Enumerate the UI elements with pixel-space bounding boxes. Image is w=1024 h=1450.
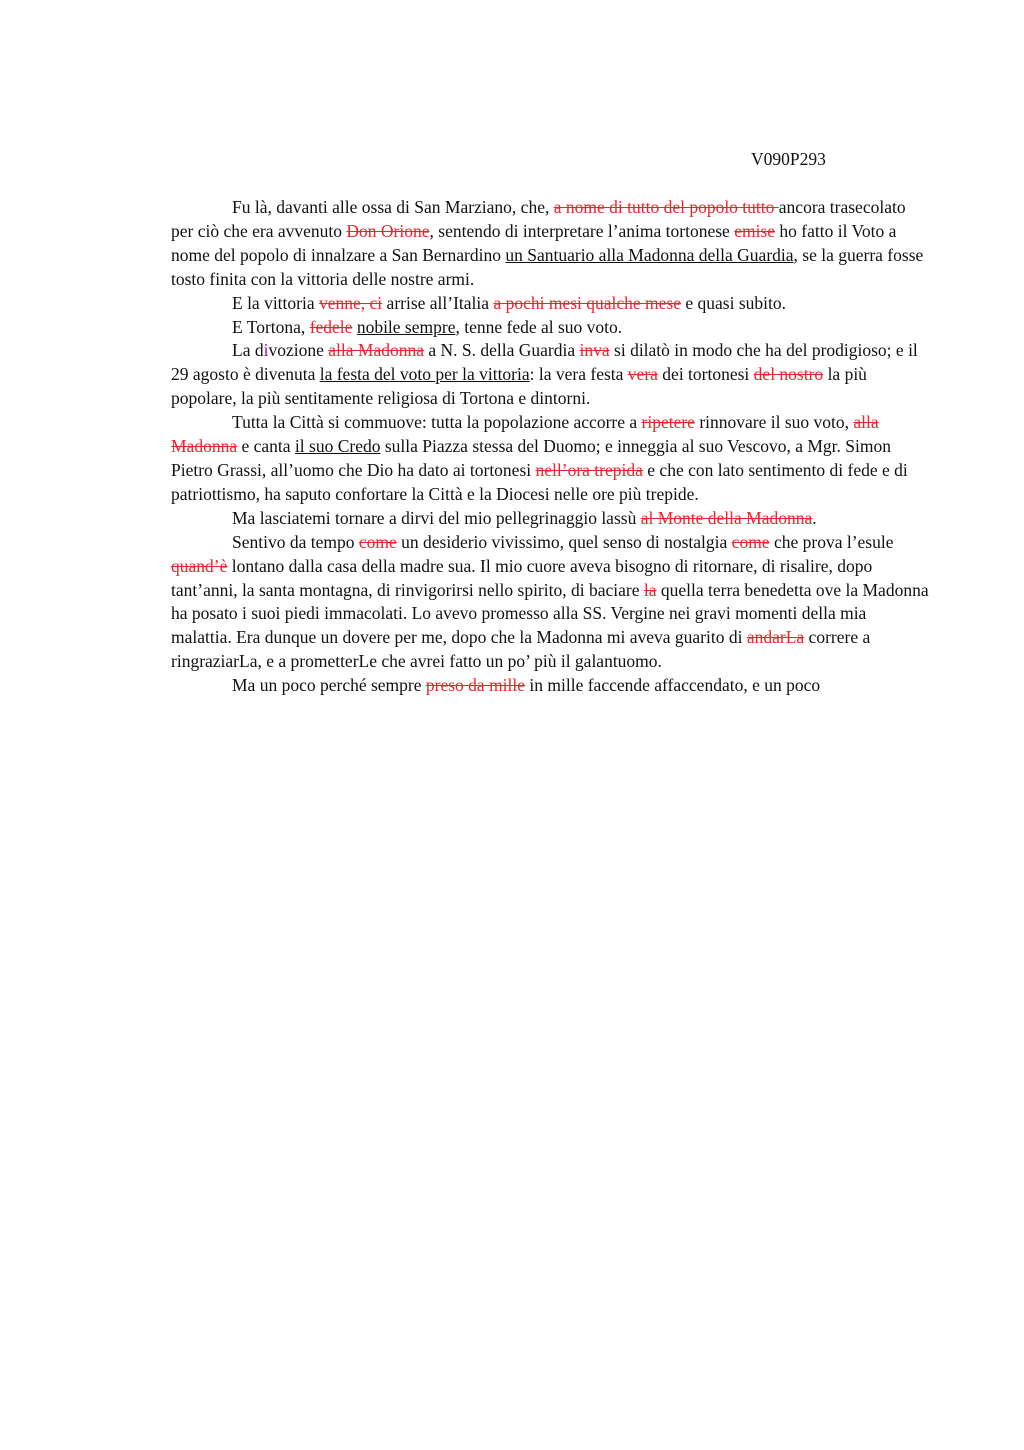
paragraph (171, 507, 931, 531)
deleted-text: vera (627, 364, 658, 385)
deleted-text: Don Orione (346, 220, 430, 241)
deleted-text: come (358, 531, 397, 552)
underlined-text: nobile sempre (356, 316, 456, 337)
text-run: rinnovare il suo voto, (694, 412, 854, 433)
deleted-text: la (643, 579, 657, 600)
text-run: ancora trasecolato per ciò che era avvenuto (171, 197, 906, 241)
text-run: a N. S. della Guardia (423, 340, 580, 361)
deleted-text: alla Madonna (171, 412, 879, 457)
text-run: dei tortonesi (657, 364, 754, 385)
underlined-text: un Santuario alla Madonna della Guardia (505, 244, 794, 265)
paragraph (171, 316, 931, 340)
text-run: . (812, 507, 817, 528)
text-run: si dilatò in modo che ha del prodigioso; e il 29 agosto è divenuta (171, 340, 918, 385)
text-run: lontano dalla casa della madre sua. Il mio cuore aveva bisogno di ritornare, di risalire, dopo tant’anni, la santa montagna, di rinvigorirsi nello spirito, di baciare (171, 555, 873, 600)
deleted-text: ripetere (641, 412, 695, 433)
text-run: che prova l’esule (769, 531, 894, 552)
text-run: la più popolare, la più sentitamente religiosa di Tortona e dintorni. (171, 364, 867, 409)
deleted-text: al Monte della Madonna (640, 507, 813, 528)
text-run: sulla Piazza stessa del Duomo; e inneggia al suo Vescovo, a Mgr. Simon Pietro Grassi, all’uomo che Dio ha dato ai tortonesi (171, 436, 891, 480)
deleted-text: emise (734, 220, 776, 241)
highlighted-letter: i (263, 340, 269, 361)
paragraph (171, 531, 931, 674)
text-run: Tutta la Città si commuove: tutta la popolazione accorre a (232, 412, 642, 433)
deleted-text: del nostro (753, 364, 824, 385)
deleted-text: nell’ora trepida (535, 459, 643, 480)
deleted-text: preso da mille (425, 675, 526, 696)
text-run: correre a ringraziarLa, e a prometterLe che avrei fatto un po’ più il galantuomo. (171, 627, 871, 672)
text-run: E Tortona, (232, 316, 310, 337)
deleted-text: inva (579, 340, 610, 361)
text-run: in mille faccende affaccendato, e un poco (525, 675, 821, 696)
text-run: Sentivo da tempo (232, 531, 359, 552)
text-run: La d (232, 340, 264, 361)
text-run: Fu là, davanti alle ossa di San Marziano, che, (232, 197, 554, 217)
text-run: : la vera festa (529, 364, 628, 385)
text-run: e quasi subito. (681, 292, 787, 313)
deleted-text: come (731, 531, 770, 552)
page-identifier: V090P293 (751, 149, 826, 169)
deleted-text: venne, ci (319, 292, 383, 313)
deleted-text: alla Madonna (328, 340, 424, 361)
deleted-text: andarLa (746, 627, 805, 648)
text-run: e canta (237, 436, 295, 457)
text-run: vozione (268, 340, 329, 361)
text-run: quella terra benedetta ove la Madonna ha posato i suoi piedi immacolati. Lo avevo promesso alla SS. Vergine nei gravi momenti della mia malattia. Era dunque un dovere per me, dopo che la Madonna mi aveva guarito di (171, 579, 929, 648)
text-run: , tenne fede al suo voto. (455, 316, 623, 337)
text-run: Ma un poco perché sempre (232, 675, 426, 696)
deleted-text: fedele (309, 316, 353, 337)
paragraph (171, 674, 931, 698)
document-body (171, 196, 931, 698)
text-run: Ma lasciatemi tornare a dirvi del mio pellegrinaggio lassù (232, 507, 641, 528)
text-run: , se la guerra fosse tosto finita con la vittoria delle nostre armi. (171, 244, 924, 289)
underlined-text: la festa del voto per la vittoria (319, 364, 530, 385)
text-run: E la vittoria (232, 292, 319, 313)
text-run: ho fatto il Voto a nome del popolo di innalzare a San Bernardino (171, 220, 897, 265)
text-run: un desiderio vivissimo, quel senso di nostalgia (396, 531, 732, 552)
text-run: e che con lato sentimento di fede e di patriottismo, ha saputo confortare la Città e la Diocesi nelle ore più trepide. (171, 459, 908, 504)
text-run: arrise all’Italia (382, 292, 494, 313)
deleted-text: a nome di tutto del popolo tutto (553, 197, 779, 217)
deleted-text: a pochi mesi qualche mese (493, 292, 682, 313)
paragraph (171, 196, 931, 292)
deleted-text: quand’è (171, 555, 228, 576)
underlined-text: il suo Credo (294, 436, 381, 457)
text-run: , sentendo di interpretare l’anima tortonese (429, 220, 735, 241)
paragraph (171, 339, 931, 411)
paragraph (171, 292, 931, 316)
paragraph (171, 411, 931, 507)
